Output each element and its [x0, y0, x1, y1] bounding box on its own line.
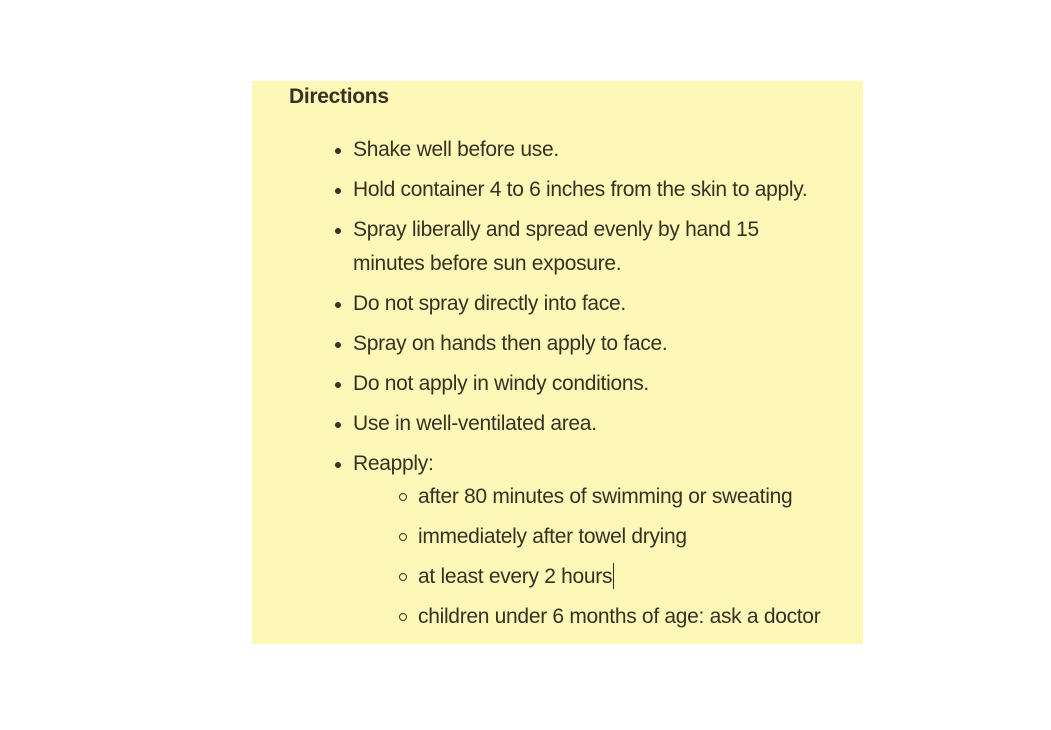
list-item[interactable]: [353, 327, 833, 361]
sublist-item[interactable]: [418, 480, 833, 514]
bullet-icon: [335, 228, 341, 234]
sublist-item[interactable]: [418, 520, 833, 554]
sublist-item[interactable]: [418, 560, 833, 594]
list-item-text: Spray liberally and spread evenly by hand 15 minutes before sun exposure.: [353, 218, 759, 275]
sublist-item-text: children under 6 months of age: ask a doctor: [418, 605, 821, 628]
list-item[interactable]: [353, 407, 833, 441]
sublist-item-text: immediately after towel drying: [418, 525, 687, 548]
list-item[interactable]: [353, 213, 833, 281]
text-caret: [613, 563, 614, 589]
list-item[interactable]: [353, 287, 833, 321]
bullet-icon: [335, 148, 341, 154]
list-item-text: Hold container 4 to 6 inches from the skin to apply.: [353, 178, 808, 201]
circle-bullet-icon: [399, 573, 407, 581]
bullet-icon: [335, 462, 341, 468]
circle-bullet-icon: [399, 613, 407, 621]
list-item-text: Use in well-ventilated area.: [353, 412, 597, 435]
list-item[interactable]: [353, 173, 833, 207]
bullet-icon: [335, 302, 341, 308]
bullet-icon: [335, 422, 341, 428]
list-item[interactable]: [353, 367, 833, 401]
list-item-text: Do not spray directly into face.: [353, 292, 626, 315]
circle-bullet-icon: [399, 533, 407, 541]
sublist-item-text: after 80 minutes of swimming or sweating: [418, 485, 793, 508]
list-item-text: Do not apply in windy conditions.: [353, 372, 649, 395]
circle-bullet-icon: [399, 493, 407, 501]
bullet-icon: [335, 342, 341, 348]
list-item-text: Shake well before use.: [353, 138, 559, 161]
directions-list: [353, 133, 833, 640]
sublist-item[interactable]: [418, 600, 833, 634]
list-item[interactable]: [353, 133, 833, 167]
directions-heading: Directions: [289, 85, 389, 108]
bullet-icon: [335, 382, 341, 388]
directions-note: [252, 81, 863, 644]
reapply-sublist: [353, 480, 833, 634]
list-item-text: Spray on hands then apply to face.: [353, 332, 668, 355]
list-item-text: Reapply:: [353, 452, 434, 475]
sublist-item-text: at least every 2 hours: [418, 565, 613, 588]
bullet-icon: [335, 188, 341, 194]
list-item-reapply[interactable]: [353, 447, 833, 634]
